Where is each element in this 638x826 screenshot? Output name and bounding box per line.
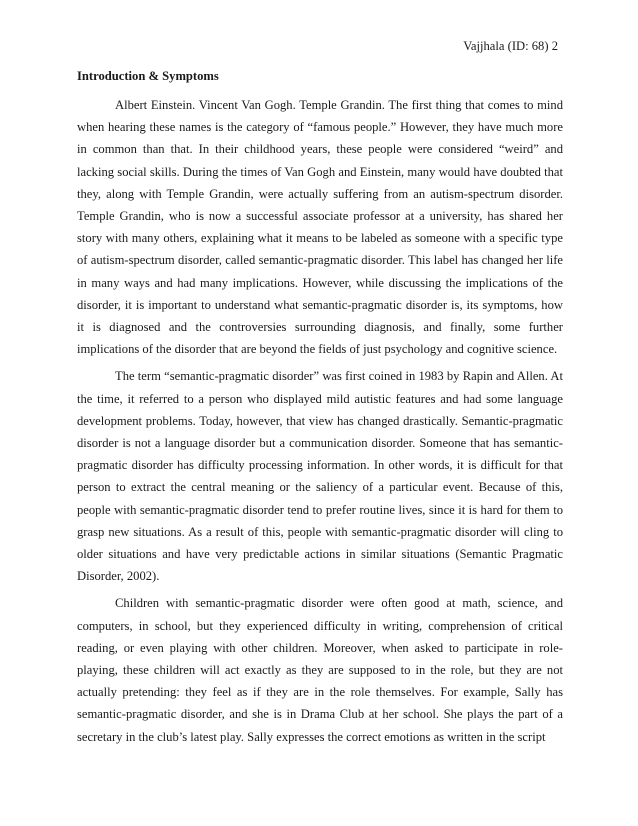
paragraph-1: Albert Einstein. Vincent Van Gogh. Temple Grandin. The first thing that comes to mind when hearing these names is the category of “famous people.” However, they have much more in common than that. In their childhood years, these people were considered “weird” and lacking social skills. During the times of Van Gogh and Einstein, many would have doubted that they, along with Temple Grandin, were actually suffering from an autism-spectrum disorder. Temple Grandin, who is now a successful associate professor at a university, has shared her story with many others, explaining what it means to be labeled as someone with a specific type of autism-spectrum disorder, called semantic-pragmatic disorder. This label has changed her life in many ways and had many implications. However, while discussing the implications of the disorder, it is important to understand what semantic-pragmatic disorder is, its symptoms, how it is diagnosed and the controversies surrounding diagnosis, and finally, some further implications of the disorder that are beyond the fields of just psychology and cognitive science. — [77, 98, 563, 357]
running-head: Vajjhala (ID: 68) 2 — [463, 39, 558, 53]
paragraph-3: Children with semantic-pragmatic disorder were often good at math, science, and computers, in school, but they experienced difficulty in writing, comprehension of critical reading, or even playing with other children. Moreover, when asked to participate in role-playing, these children will act exactly as they are supposed to in the role, but they are not actually pretending: they feel as if they are in the role themselves. For example, Sally has semantic-pragmatic disorder, and she is in Drama Club at her school. She plays the part of a secretary in the club’s latest play. Sally expresses the correct emotions as written in the script — [77, 596, 563, 744]
paragraph-2: The term “semantic-pragmatic disorder” was first coined in 1983 by Rapin and Allen. At the time, it referred to a person who displayed mild autistic features and had some language development problems. Today, however, that view has changed drastically. Semantic-pragmatic disorder is not a language disorder but a communication disorder. Someone that has semantic-pragmatic disorder has difficulty processing information. In other words, it is difficult for that person to extract the central meaning or the saliency of a particular event. Because of this, people with semantic-pragmatic disorder tend to prefer routine lives, since it is hard for them to grasp new situations. As a result of this, people with semantic-pragmatic disorder will cling to older situations and have very predictable actions in similar situations (Semantic Pragmatic Disorder, 2002). — [77, 369, 563, 584]
section-heading: Introduction & Symptoms — [77, 69, 219, 83]
body-text — [77, 68, 563, 748]
